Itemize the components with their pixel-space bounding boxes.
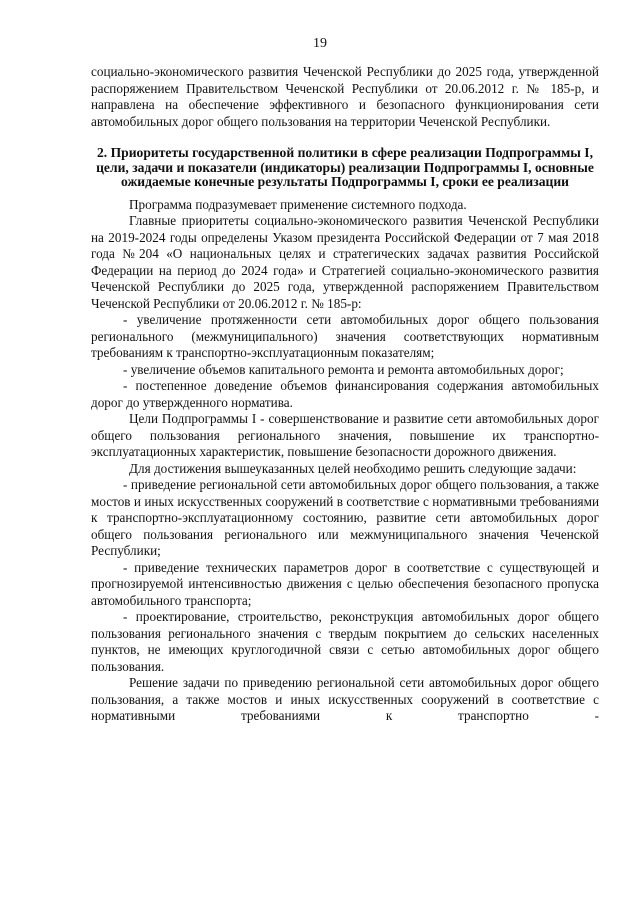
- intro-paragraph: социально-экономического развития Чеченской Республики до 2025 года, утвержденной распоряжением Правительством Чеченской Республики от 20.06.2012 г. № 185-р, и направлена на обеспечение эффективного и безопасного функционирования сети автомобильных дорог общего пользования на территории Чеченской Республики.: [91, 64, 599, 129]
- bullet-regional-network: - приведение региональной сети автомобильных дорог общего пользования, а также мостов и иных искусственных сооружений в соответствие с нормативными требованиями к транспортно-эксплуатационному состоянию, развитие сети автомобильных дорог общего пользования регионального или межмуниципального значения Чеченской Республики;: [91, 477, 599, 558]
- paragraph-task-solution: Решение задачи по приведению региональной сети автомобильных дорог общего пользования, а также мостов и иных искусственных сооружений в соответствие с нормативными требованиями к транспортно -: [91, 675, 599, 723]
- bullet-technical-parameters: - приведение технических параметров дорог в соответствие с существующей и прогнозируемой интенсивностью движения с целью обеспечения безопасного пропуска автомобильного транспорта;: [91, 559, 599, 608]
- bullet-design-construction: - проектирование, строительство, реконструкция автомобильных дорог общего пользования регионального значения с твердым покрытием до сельских населенных пунктов, не имеющих круглогодичной связи с сетью автомобильных дорог общего пользования.: [91, 609, 599, 674]
- bullet-maintenance-funding: - постепенное доведение объемов финансирования содержания автомобильных дорог до утвержденного норматива.: [91, 378, 599, 410]
- paragraph-goals: Цели Подпрограммы I - совершенствование и развитие сети автомобильных дорог общего пользования регионального значения, повышение их транспортно-эксплуатационных характеристик, повышение безопасности дорожного движения.: [91, 411, 599, 459]
- section-heading: 2. Приоритеты государственной политики в сфере реализации Подпрограммы I, цели, задачи и показатели (индикаторы) реализации Подпрограммы I, основные ожидаемые конечные результаты Подпрограммы I, сроки ее реализации: [96, 145, 594, 189]
- paragraph-priorities: Главные приоритеты социально-экономического развития Чеченской Республики на 2019-2024 годы определены Указом президента Российской Федерации от 7 мая 2018 года №204 «О национальных целях и стратегических задачах развития Российской Федерации на период до 2024 года» и Стратегией социально-экономического развития Чеченской Республики до 2025 года, утвержденной распоряжением Правительством Чеченской Республики от 20.06.2012 г. № 185-р:: [91, 213, 599, 311]
- paragraph-approach: Программа подразумевает применение системного подхода.: [129, 196, 467, 212]
- paragraph-tasks-intro: Для достижения вышеуказанных целей необходимо решить следующие задачи:: [129, 460, 577, 476]
- document-body: [91, 64, 599, 725]
- bullet-repair-volume: - увеличение объемов капитального ремонта и ремонта автомобильных дорог;: [123, 361, 564, 377]
- bullet-network-length: - увеличение протяженности сети автомобильных дорог общего пользования регионального (межмуниципального) значения соответствующих нормативным требованиям к транспортно-эксплуатационным показателям;: [91, 312, 599, 360]
- page-number: 19: [313, 36, 327, 51]
